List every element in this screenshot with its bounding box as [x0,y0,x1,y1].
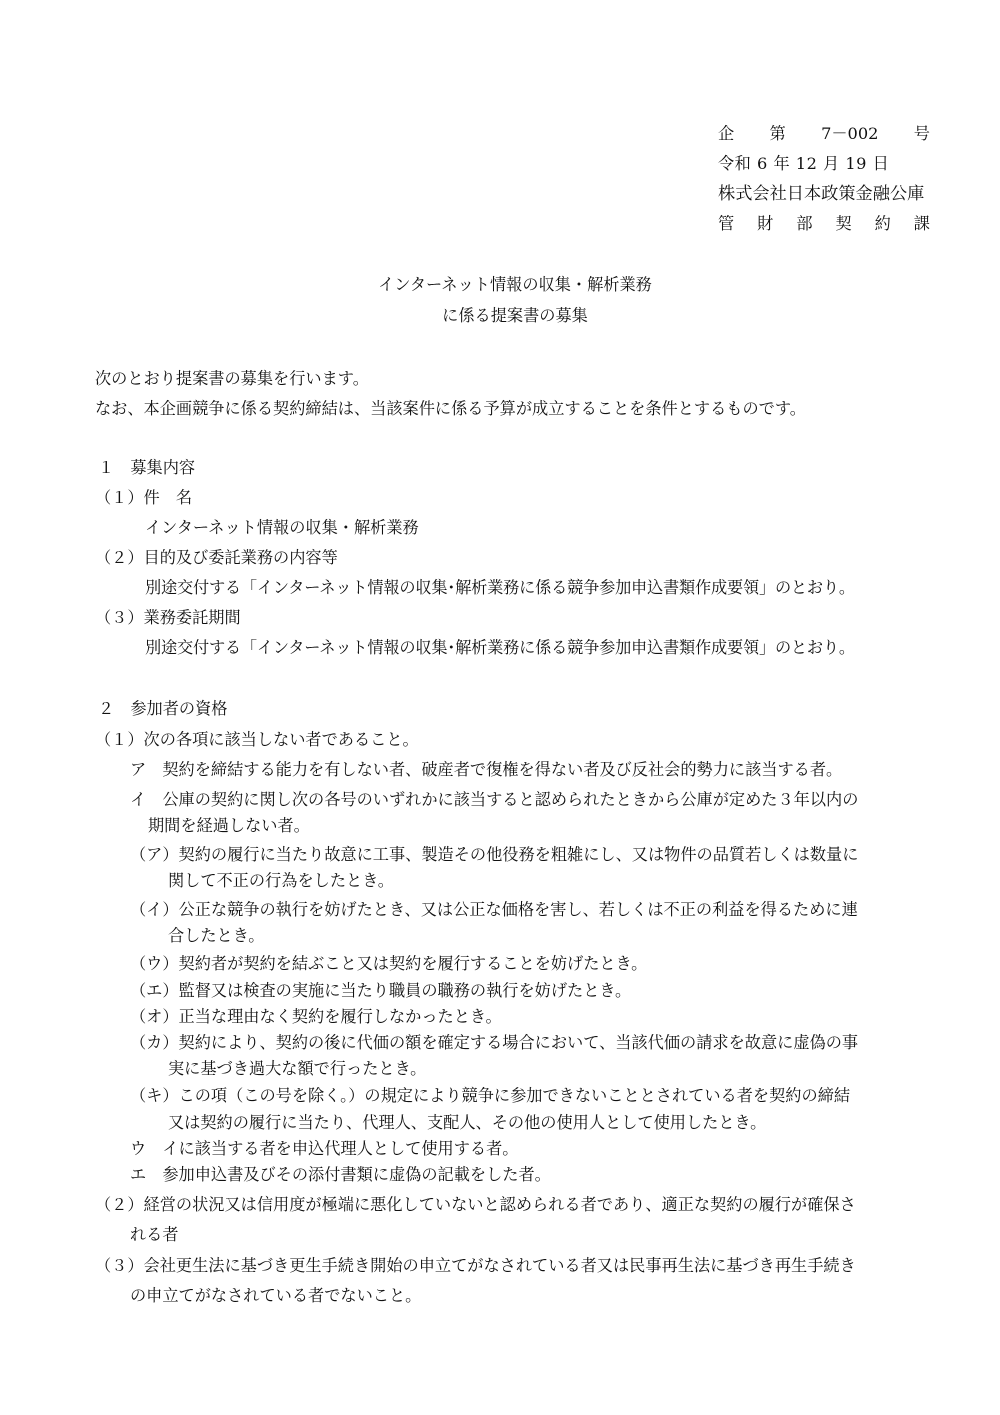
doc-number-part: 企 [718,124,735,143]
section-1-item-1-label: （１）件 名 [95,488,193,507]
clause-u: ウ イに該当する者を申込代理人として使用する者。 [130,1139,519,1158]
issuer-department [718,213,930,235]
section-1-heading: １ 募集内容 [98,458,196,477]
subclause-u: （ウ）契約者が契約を結ぶこと又は契約を履行することを妨げたとき。 [130,954,648,973]
clause-a: ア 契約を締結する能力を有しない者、破産者で復権を得ない者及び反社会的勢力に該当する者。 [130,760,843,779]
subclause-a-line-2: 関して不正の行為をしたとき。 [168,871,394,890]
document-title-line-2: に係る提案書の募集 [442,306,588,325]
subclause-ki-line-1: （キ）この項（この号を除く。）の規定により競争に参加できないこととされている者を契約の締結 [130,1086,851,1105]
doc-number-part: 号 [913,124,930,143]
subclause-ka-line-1: （カ）契約により、契約の後に代価の額を確定する場合において、当該代価の請求を故意に虚偽の事 [130,1033,859,1052]
document-number [718,123,930,145]
doc-number-part: 第 [769,124,786,143]
subclause-e: （エ）監督又は検査の実施に当たり職員の職務の執行を妨げたとき。 [130,981,632,1000]
subclause-ka-line-2: 実に基づき過大な額で行ったとき。 [168,1059,427,1078]
subclause-i-line-1: （イ）公正な競争の執行を妨げたとき、又は公正な価格を害し、若しくは不正の利益を得るために連 [130,900,858,919]
section-2-item-1-label: （１）次の各項に該当しない者であること。 [95,730,419,749]
section-2-item-3-line-1: （３）会社更生法に基づき更生手続き開始の申立てがなされている者又は民事再生法に基づき再生手続き [95,1256,856,1275]
section-2-heading: ２ 参加者の資格 [98,699,228,718]
dept-char: 課 [913,214,930,233]
section-1-item-2-label: （２）目的及び委託業務の内容等 [95,548,338,567]
issuer-organization: 株式会社日本政策金融公庫 [718,184,925,204]
section-2-item-2-line-2: れる者 [130,1225,179,1244]
clause-e: エ 参加申込書及びその添付書類に虚偽の記載をした者。 [130,1165,551,1184]
dept-char: 約 [874,214,891,233]
section-1-item-3-label: （３）業務委託期間 [95,608,241,627]
dept-char: 部 [796,214,813,233]
document-title-line-1: インターネット情報の収集・解析業務 [378,275,652,294]
document-date: 令和 6 年 12 月 19 日 [718,154,890,173]
intro-line-1: 次のとおり提案書の募集を行います。 [95,369,369,388]
subclause-a-line-1: （ア）契約の履行に当たり故意に工事、製造その他役務を粗雑にし、又は物件の品質若しくは数量に [130,845,859,864]
clause-i-line-1: イ 公庫の契約に関し次の各号のいずれかに該当すると認められたときから公庫が定めた３年以内の [130,790,859,809]
section-1-item-2-body: 別途交付する「インターネット情報の収集･解析業務に係る競争参加申込書類作成要領」のとおり。 [145,578,855,597]
subclause-ki-line-2: 又は契約の履行に当たり、代理人、支配人、その他の使用人として使用したとき。 [168,1113,767,1132]
dept-char: 財 [757,214,774,233]
subclause-i-line-2: 合したとき。 [168,926,265,945]
dept-char: 契 [835,214,852,233]
section-2-item-3-line-2: の申立てがなされている者でないこと。 [130,1286,422,1305]
doc-number-part: 7－002 [821,124,879,143]
intro-line-2: なお、本企画競争に係る契約締結は、当該案件に係る予算が成立することを条件とするものです。 [95,399,806,418]
dept-char: 管 [718,214,735,233]
clause-i-line-2: 期間を経過しない者。 [148,816,310,835]
section-1-item-1-body: インターネット情報の収集・解析業務 [145,518,419,537]
section-1-item-3-body: 別途交付する「インターネット情報の収集･解析業務に係る競争参加申込書類作成要領」のとおり。 [145,638,855,657]
subclause-o: （オ）正当な理由なく契約を履行しなかったとき。 [130,1007,502,1026]
section-2-item-2-line-1: （２）経営の状況又は信用度が極端に悪化していないと認められる者であり、適正な契約の履行が確保さ [95,1195,856,1214]
